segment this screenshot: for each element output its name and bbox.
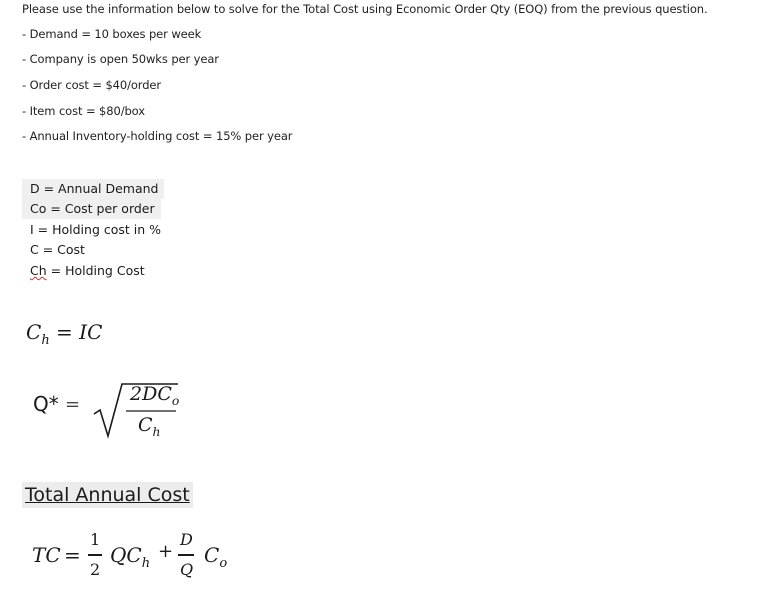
dq-numerator: D [180,530,193,549]
tc-term-qch [110,543,150,571]
tc-symbol: TC [32,543,61,567]
holding-cost-formula [26,320,102,348]
eoq-equals: = [65,394,81,415]
eoq-numerator-text: 2DC [130,383,172,405]
formula-ch-symbol: C [26,320,42,344]
eoq-denominator-subscript: h [152,424,161,439]
given-order-cost: - Order cost = $40/order [22,78,162,92]
half-denominator: 2 [90,560,101,579]
definition-ch-symbol: Ch [30,263,47,278]
half-numerator: 1 [90,530,101,549]
tc-equals: = [64,543,81,567]
tc-term-co-text: C [204,543,220,567]
definition-d: D = Annual Demand [22,179,164,199]
formula-ch-subscript: h [41,333,50,348]
given-item-cost: - Item cost = $80/box [22,104,145,118]
given-holding-cost: - Annual Inventory-holding cost = 15% per year [22,129,293,143]
tc-plus: + [158,541,174,562]
definition-c: C = Cost [30,242,85,257]
definition-ch-rest: = Holding Cost [46,263,145,278]
definition-ch [22,261,151,281]
definition-i: I = Holding cost in % [30,222,162,237]
eoq-denominator-text: C [138,414,153,436]
dq-fraction-bar [178,554,194,556]
intro-text: Please use the information below to solve for the Total Cost using Economic Order Qty (EOQ) from the previous question. [22,2,708,16]
dq-denominator: Q [180,560,194,579]
formula-equals: = [49,320,80,344]
total-cost-heading: Total Annual Cost [22,482,193,508]
formula-ic: IC [79,320,103,344]
tc-term-co [204,543,227,571]
definition-co: Co = Cost per order [22,199,161,219]
tc-term-co-subscript: o [219,556,228,571]
tc-term-qch-text: QC [110,543,142,567]
eoq-numerator-subscript: o [171,393,180,408]
eoq-denominator [138,414,161,439]
tc-term-qch-subscript: h [141,556,151,571]
eoq-label: Q* [33,392,59,416]
given-weeks: - Company is open 50wks per year [22,52,219,66]
eoq-numerator [130,383,179,408]
given-demand: - Demand = 10 boxes per week [22,27,202,41]
half-fraction-bar [88,554,102,556]
